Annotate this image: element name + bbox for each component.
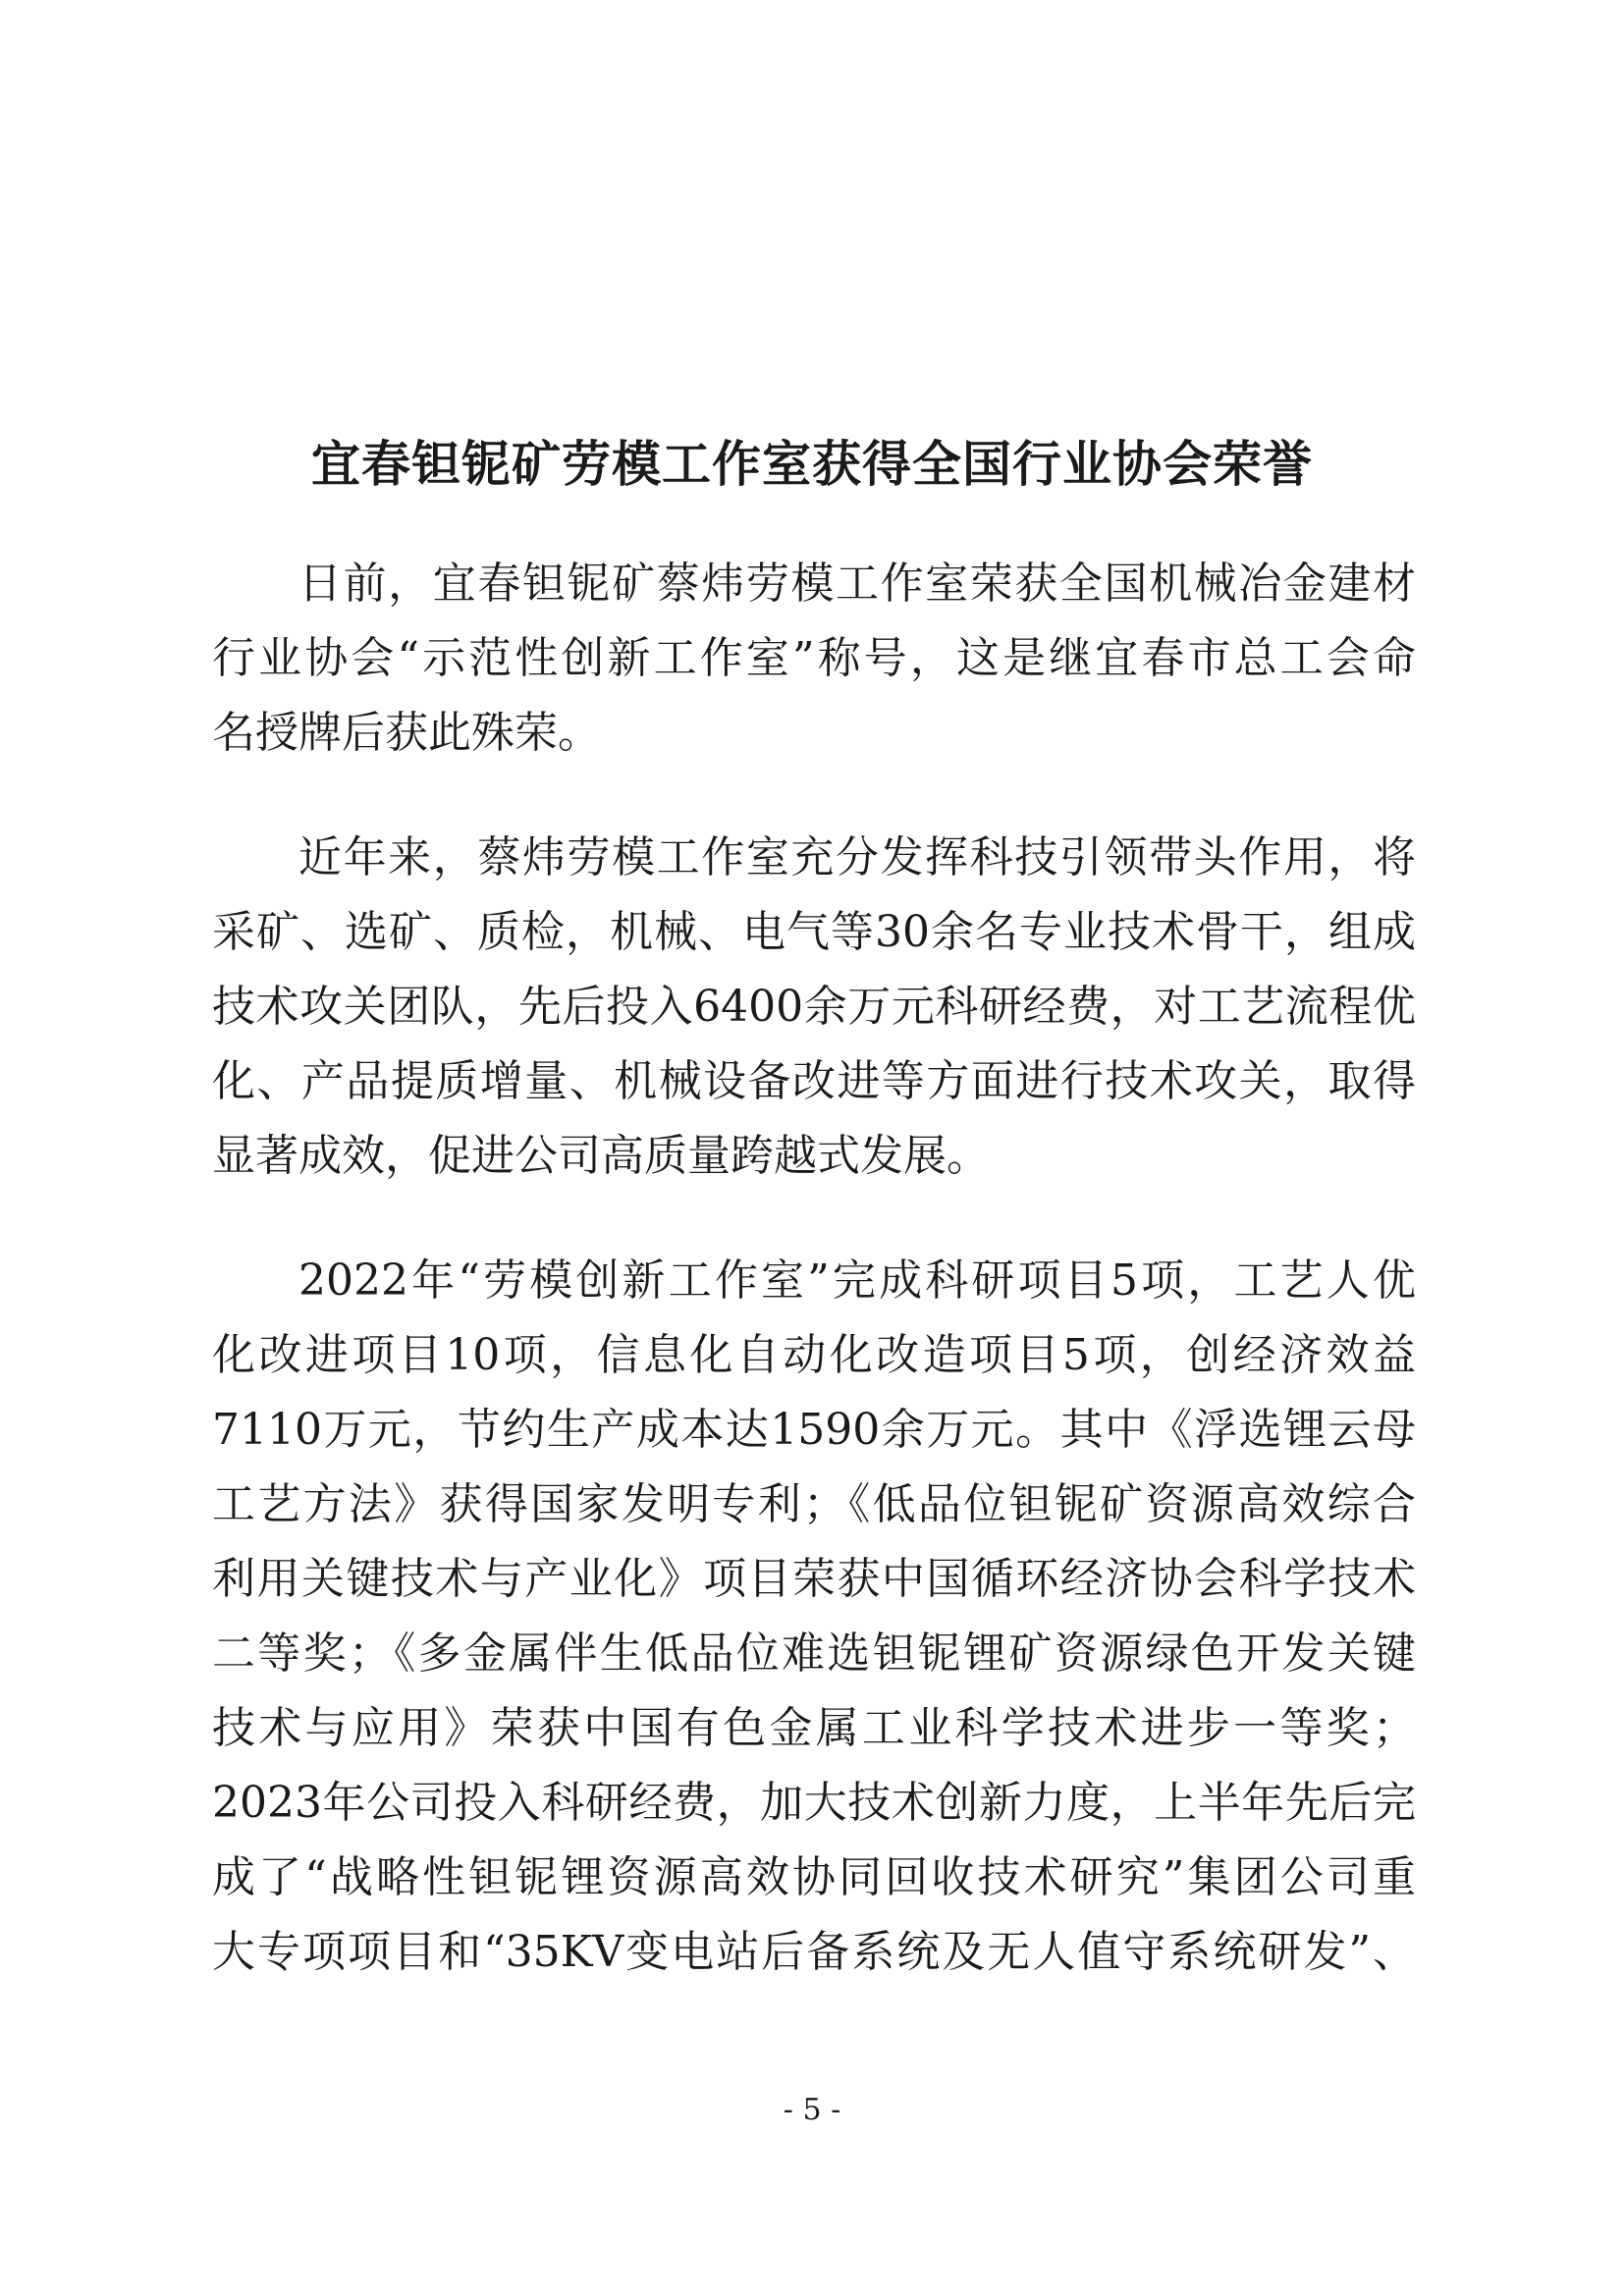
paragraph-line: 大专项项目和“35KV变电站后备系统及无人值守系统研发”、 bbox=[212, 1927, 1416, 1977]
paragraph-line: 成了“战略性钽铌锂资源高效协同回收技术研究”集团公司重 bbox=[212, 1852, 1416, 1902]
paragraph-line: 显著成效，促进公司高质量跨越式发展。 bbox=[212, 1131, 990, 1181]
paragraph-line: 采矿、选矿、质检，机械、电气等30余名专业技术骨干，组成 bbox=[212, 907, 1416, 957]
paragraph-line: 化、产品提质增量、机械设备改进等方面进行技术攻关，取得 bbox=[212, 1056, 1416, 1106]
paragraph-line: 工艺方法》获得国家发明专利；《低品位钽铌矿资源高效综合 bbox=[212, 1479, 1416, 1529]
paragraph-line: 二等奖；《多金属伴生低品位难选钽铌锂矿资源绿色开发关键 bbox=[212, 1629, 1416, 1679]
paragraph-line: 行业协会“示范性创新工作室”称号，这是继宜春市总工会命 bbox=[212, 633, 1416, 683]
paragraph-line: 7110万元，节约生产成本达1590余万元。其中《浮选锂云母 bbox=[212, 1405, 1416, 1455]
article-title: 宜春钽铌矿劳模工作室获得全国行业协会荣誉 bbox=[311, 435, 1313, 493]
paragraph-line: 利用关键技术与产业化》项目荣获中国循环经济协会科学技术 bbox=[212, 1554, 1416, 1604]
paragraph-line: 2023年公司投入科研经费，加大技术创新力度，上半年先后完 bbox=[212, 1778, 1416, 1828]
paragraph-line: 技术攻关团队，先后投入6400余万元科研经费，对工艺流程优 bbox=[212, 982, 1416, 1032]
paragraph-line: 近年来，蔡炜劳模工作室充分发挥科技引领带头作用，将 bbox=[298, 832, 1416, 882]
paragraph-line: 化改进项目10项，信息化自动化改造项目5项，创经济效益 bbox=[212, 1330, 1416, 1380]
paragraph-line: 日前，宜春钽铌矿蔡炜劳模工作室荣获全国机械冶金建材 bbox=[298, 559, 1416, 609]
page-number: - 5 - bbox=[783, 2093, 841, 2127]
paragraph-line: 名授牌后获此殊荣。 bbox=[212, 708, 601, 758]
paragraph-line: 技术与应用》荣获中国有色金属工业科学技术进步一等奖； bbox=[212, 1703, 1416, 1753]
paragraph-line: 2022年“劳模创新工作室”完成科研项目5项，工艺人优 bbox=[298, 1255, 1416, 1306]
